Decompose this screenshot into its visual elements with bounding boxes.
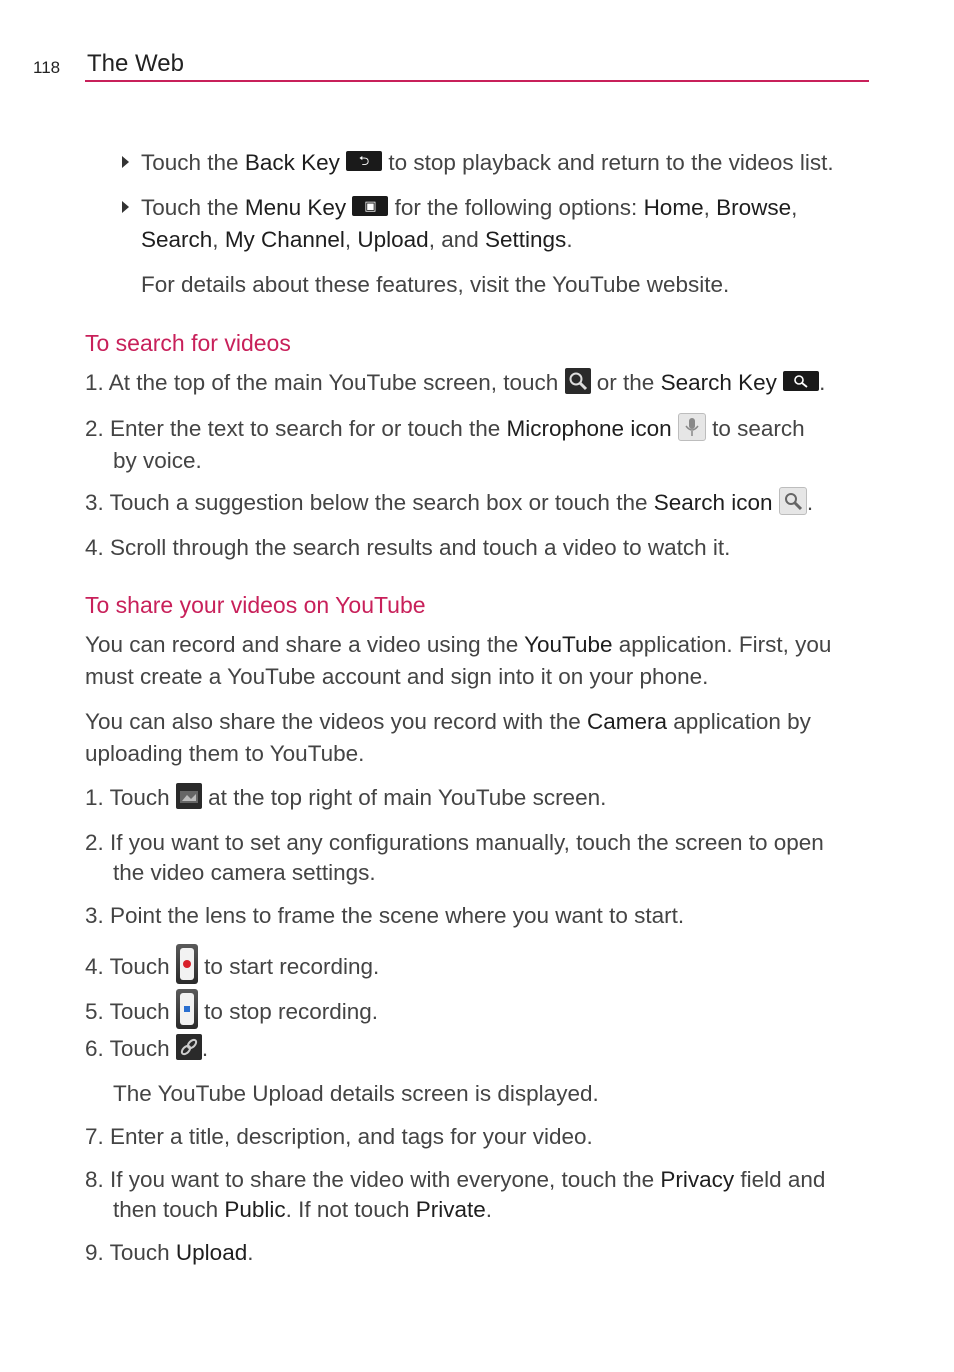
bullet-menu-key: Touch the Menu Key ▣ for the following options: Home, Browse, — [141, 195, 798, 220]
bullet-back-key: Touch the Back Key ⮌ to stop playback and return to the videos list. — [141, 150, 834, 175]
share-para-1: You can record and share a video using the YouTube application. First, you — [85, 632, 832, 657]
bullet-arrow-icon — [122, 156, 129, 168]
search-button-icon — [565, 368, 591, 394]
share-para-1-cont: must create a YouTube account and sign into it on your phone. — [85, 664, 709, 689]
stop-button-icon — [176, 989, 198, 1029]
back-key-icon: ⮌ — [346, 151, 382, 171]
heading-search-videos: To search for videos — [85, 330, 291, 356]
search-key-icon — [783, 371, 819, 391]
record-button-icon — [176, 944, 198, 984]
share-step-1: 1. Touch at the top right of main YouTube screen. — [85, 785, 607, 810]
video-camera-icon — [176, 783, 202, 809]
chapter-title: The Web — [87, 50, 184, 77]
note-text: For details about these features, visit the YouTube website. — [141, 272, 730, 297]
share-step-4: 4. Touch to start recording. — [85, 948, 379, 988]
bullet-arrow-icon — [122, 201, 129, 213]
share-link-icon — [176, 1034, 202, 1060]
header-rule — [85, 80, 869, 82]
share-step-6-note: The YouTube Upload details screen is displayed. — [113, 1081, 599, 1106]
share-step-5: 5. Touch to stop recording. — [85, 993, 378, 1033]
microphone-icon — [678, 413, 706, 441]
menu-key-icon: ▣ — [352, 196, 388, 216]
share-step-9: 9. Touch Upload. — [85, 1240, 254, 1265]
share-step-3: 3. Point the lens to frame the scene where you want to start. — [85, 903, 685, 928]
share-para-2: You can also share the videos you record with the Camera application by — [85, 709, 811, 734]
search-step-3: 3. Touch a suggestion below the search box or touch the Search icon . — [85, 489, 813, 518]
share-step-8: 8. If you want to share the video with everyone, touch the Privacy field and — [85, 1167, 826, 1192]
search-step-2: 2. Enter the text to search for or touch the Microphone icon to search — [85, 415, 805, 444]
bullet-menu-key-cont: Search, My Channel, Upload, and Settings. — [141, 227, 573, 252]
share-step-2-cont: the video camera settings. — [113, 860, 376, 885]
search-step-1: 1. At the top of the main YouTube screen, touch or the Search Key . — [85, 370, 826, 395]
share-step-2: 2. If you want to set any configurations manually, touch the screen to open — [85, 830, 824, 855]
share-para-2-cont: uploading them to YouTube. — [85, 741, 365, 766]
share-step-6: 6. Touch . — [85, 1036, 209, 1061]
search-icon — [779, 487, 807, 515]
share-step-7: 7. Enter a title, description, and tags for your video. — [85, 1124, 593, 1149]
heading-share-videos: To share your videos on YouTube — [85, 592, 426, 618]
page-number: 118 — [33, 58, 61, 77]
share-step-8-cont: then touch Public. If not touch Private. — [113, 1197, 493, 1222]
search-step-2-cont: by voice. — [113, 448, 202, 473]
search-step-4: 4. Scroll through the search results and touch a video to watch it. — [85, 535, 731, 560]
